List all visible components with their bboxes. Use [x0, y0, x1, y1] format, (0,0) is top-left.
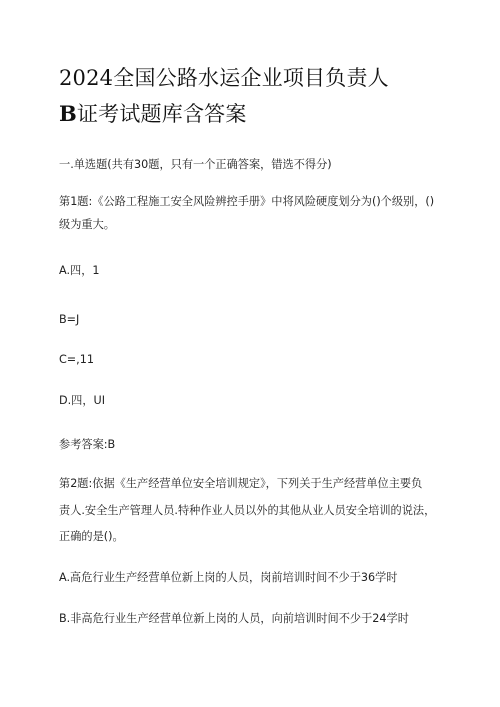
question-1-option-c: C=,11	[59, 353, 94, 366]
question-1-option-d: D.四，UI	[59, 394, 106, 407]
title-line-2-text: 证考试题库含答案	[76, 102, 247, 126]
title-line-2-prefix: B	[59, 101, 77, 126]
question-1-option-b: B=J	[59, 313, 80, 326]
question-2-option-a: A.高危行业生产经营单位新上岗的人员，岗前培训时间不少于36学时	[59, 571, 398, 584]
question-1-option-a: A.四，1	[59, 264, 100, 277]
document-title-line-1	[59, 64, 459, 92]
question-1-answer: 参考答案:B	[59, 438, 116, 451]
question-2-stem-line-1: 第2题:依据《生产经营单位安全培训规定》，下列关于生产经营单位主要负	[59, 477, 423, 490]
question-2-stem-line-3: 正确的是()。	[59, 530, 124, 543]
question-2-stem-line-2: 责人.安全生产管理人员.特种作业人员以外的其他从业人员安全培训的说法，	[59, 504, 436, 517]
question-1-stem-line-1: 第1题:《公路工程施工安全风险辨控手册》中将风险硬度划分为()个级别，()	[59, 195, 435, 208]
question-1-stem-line-2: 级为重大。	[59, 218, 115, 231]
document-title-line-2	[59, 100, 459, 128]
question-2-option-b: B.非高危行业生产经营单位新上岗的人员，向前培训时间不少于24学时	[59, 612, 409, 625]
section-header: 一.单选题(共有30题，只有一个正确答案，错选不得分)	[59, 158, 332, 171]
title-line-1-text: 2024全国公路水运企业项目负责人	[59, 66, 389, 90]
